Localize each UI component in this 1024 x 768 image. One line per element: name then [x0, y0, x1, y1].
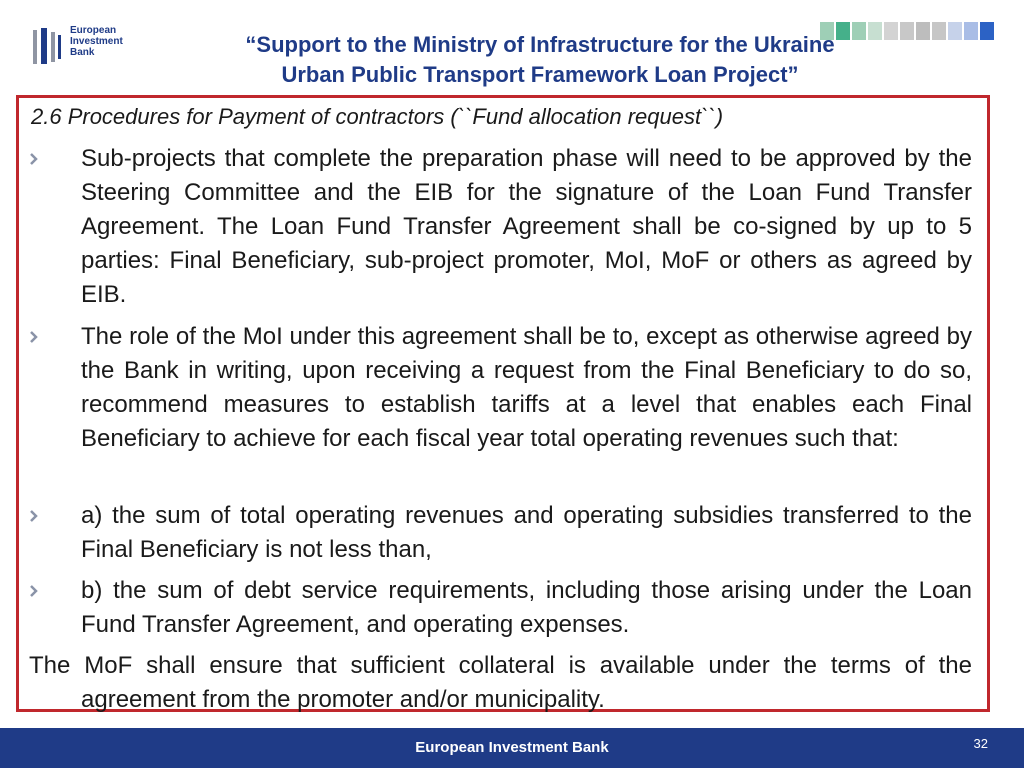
eib-logo-icon: [30, 26, 64, 66]
bullet-text: The role of the MoI under this agreement shall be to, except as otherwise agreed by the Bank in writing, upon receiving a request from the Final Beneficiary to do so, recommend measures to establish tariffs at a level that enables each Final Beneficiary to achieve for each fiscal year total operating revenues such that:: [81, 323, 972, 452]
section-heading: 2.6 Procedures for Payment of contractors (``Fund allocation request``): [31, 104, 724, 129]
chevron-right-icon: [29, 152, 39, 166]
title-line-1: “Support to the Ministry of Infrastructure for the Ukraine: [245, 32, 835, 57]
chevron-right-icon: [29, 509, 39, 523]
content-frame: [16, 95, 990, 712]
eib-logo-text: European Investment Bank: [70, 25, 123, 58]
chevron-right-icon: [29, 584, 39, 598]
bullet-text: Sub-projects that complete the preparation phase will need to be approved by the Steering Committee and the EIB for the signature of the Loan Fund Transfer Agreement. The Loan Fund Transfer Agreement shall be co-signed by up to 5 parties: Final Beneficiary, sub-project promoter, MoI, MoF or others as agreed by EIB.: [81, 145, 972, 308]
square-icon: [980, 22, 994, 40]
chevron-right-icon: [29, 330, 39, 344]
eib-logo: [30, 22, 140, 72]
closing-paragraph: The MoF shall ensure that sufficient collateral is available under the terms of the agreement from the promoter and/or municipality.: [29, 652, 972, 713]
slide-title: [140, 30, 940, 90]
footer-bar: [0, 728, 1024, 768]
footer-text: European Investment Bank: [415, 739, 609, 756]
page-number: 32: [973, 736, 988, 751]
square-icon: [948, 22, 962, 40]
bullet-item: [29, 142, 972, 312]
bullet-text: a) the sum of total operating revenues and operating subsidies transferred to the Final Beneficiary is not less than,: [81, 502, 972, 563]
title-line-2: Urban Public Transport Framework Loan Project”: [281, 62, 799, 87]
bullet-text: b) the sum of debt service requirements, including those arising under the Loan Fund Transfer Agreement, and operating expenses.: [81, 577, 972, 638]
bullet-item: [29, 499, 972, 567]
square-icon: [964, 22, 978, 40]
bullet-item: [29, 574, 972, 642]
bullet-item: [29, 320, 972, 456]
